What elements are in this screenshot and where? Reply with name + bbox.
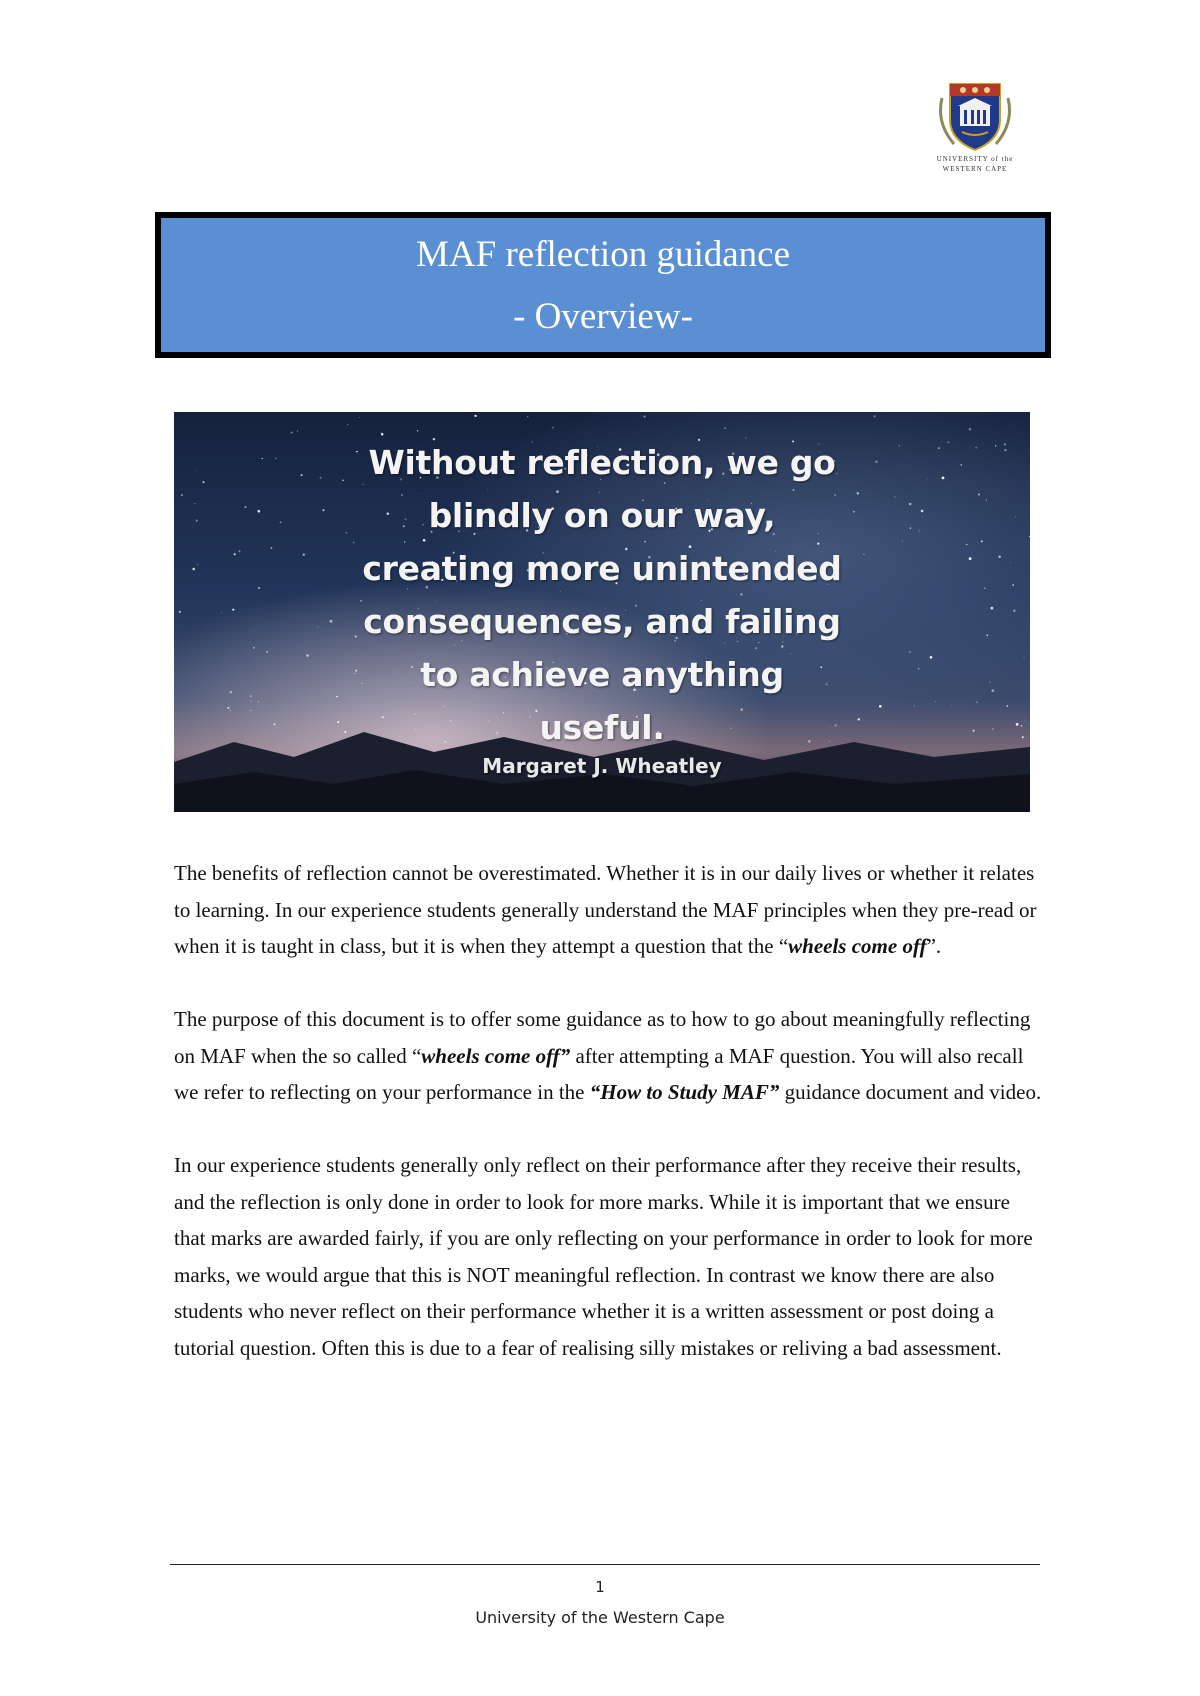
quote-image	[174, 412, 1030, 812]
star	[643, 415, 645, 417]
star	[969, 428, 971, 430]
star	[297, 430, 298, 431]
quote-line: blindly on our way,	[428, 496, 776, 535]
star	[291, 432, 293, 434]
crest-text-line2: WESTERN CAPE	[942, 165, 1008, 173]
paragraph-text: ”.	[926, 934, 942, 958]
emphasis-text: “How to Study MAF”	[589, 1080, 780, 1104]
paragraph-text: The purpose of this document is to offer some guidance as to how to go about meaningfully reflecting on MAF when the so called “	[174, 1007, 1031, 1068]
paragraph: In our experience students generally only reflect on their performance after they receive their results, and the reflection is only done in order to look for more marks. While it is important that we ensure that marks are awarded fairly, if you are only reflecting on your performance in order to look for more marks, we would argue that this is NOT meaningful reflection. In contrast we know there are also students who never reflect on their performance whether it is a written assessment or post doing a tutorial question. Often this is due to a fear of realising silly mistakes or reliving a bad assessment.	[174, 1153, 1033, 1360]
star	[347, 424, 348, 425]
quote-line: useful.	[539, 708, 665, 747]
university-crest-logo	[932, 78, 1018, 174]
quote-text	[174, 436, 1030, 754]
crest-text-line1: UNIVERSITY of the	[936, 155, 1014, 163]
body-content	[174, 855, 1044, 1403]
quote-author: Margaret J. Wheatley	[482, 754, 722, 778]
star	[417, 430, 419, 432]
star	[474, 415, 476, 417]
document-subtitle: - Overview-	[513, 296, 693, 337]
paragraph	[174, 855, 1044, 965]
star	[527, 416, 528, 417]
star	[359, 417, 360, 418]
quote-line: Without reflection, we go	[368, 443, 836, 482]
document-title: MAF reflection guidance	[416, 234, 790, 275]
emphasis-text: wheels come off”	[421, 1043, 571, 1068]
star	[552, 427, 554, 429]
paragraph-text: The benefits of reflection cannot be overestimated. Whether it is in our daily lives or whether it relates to learning. In our experience students generally understand the MAF principles when they pre-read or when it is taught in class, but it is when they attempt a question that the “	[174, 861, 1037, 958]
paragraph-text: guidance document and video.	[779, 1080, 1042, 1104]
title-banner	[155, 212, 1051, 358]
crest-shield-icon	[932, 78, 1018, 154]
quote-line: creating more unintended	[362, 549, 842, 588]
paragraph	[174, 1001, 1044, 1111]
quote-line: to achieve anything	[420, 655, 784, 694]
star	[381, 432, 382, 433]
star	[874, 415, 876, 417]
footer-divider	[170, 1564, 1040, 1565]
star	[724, 428, 725, 429]
paragraph-text: after attempting a MAF question. You will also recall we refer to reflecting on your performance in the	[174, 1043, 1024, 1104]
footer-text: University of the Western Cape	[475, 1608, 725, 1627]
emphasis-text: wheels come off	[788, 934, 927, 958]
page-number: 1	[595, 1578, 605, 1596]
quote-line: consequences, and failing	[363, 602, 841, 641]
